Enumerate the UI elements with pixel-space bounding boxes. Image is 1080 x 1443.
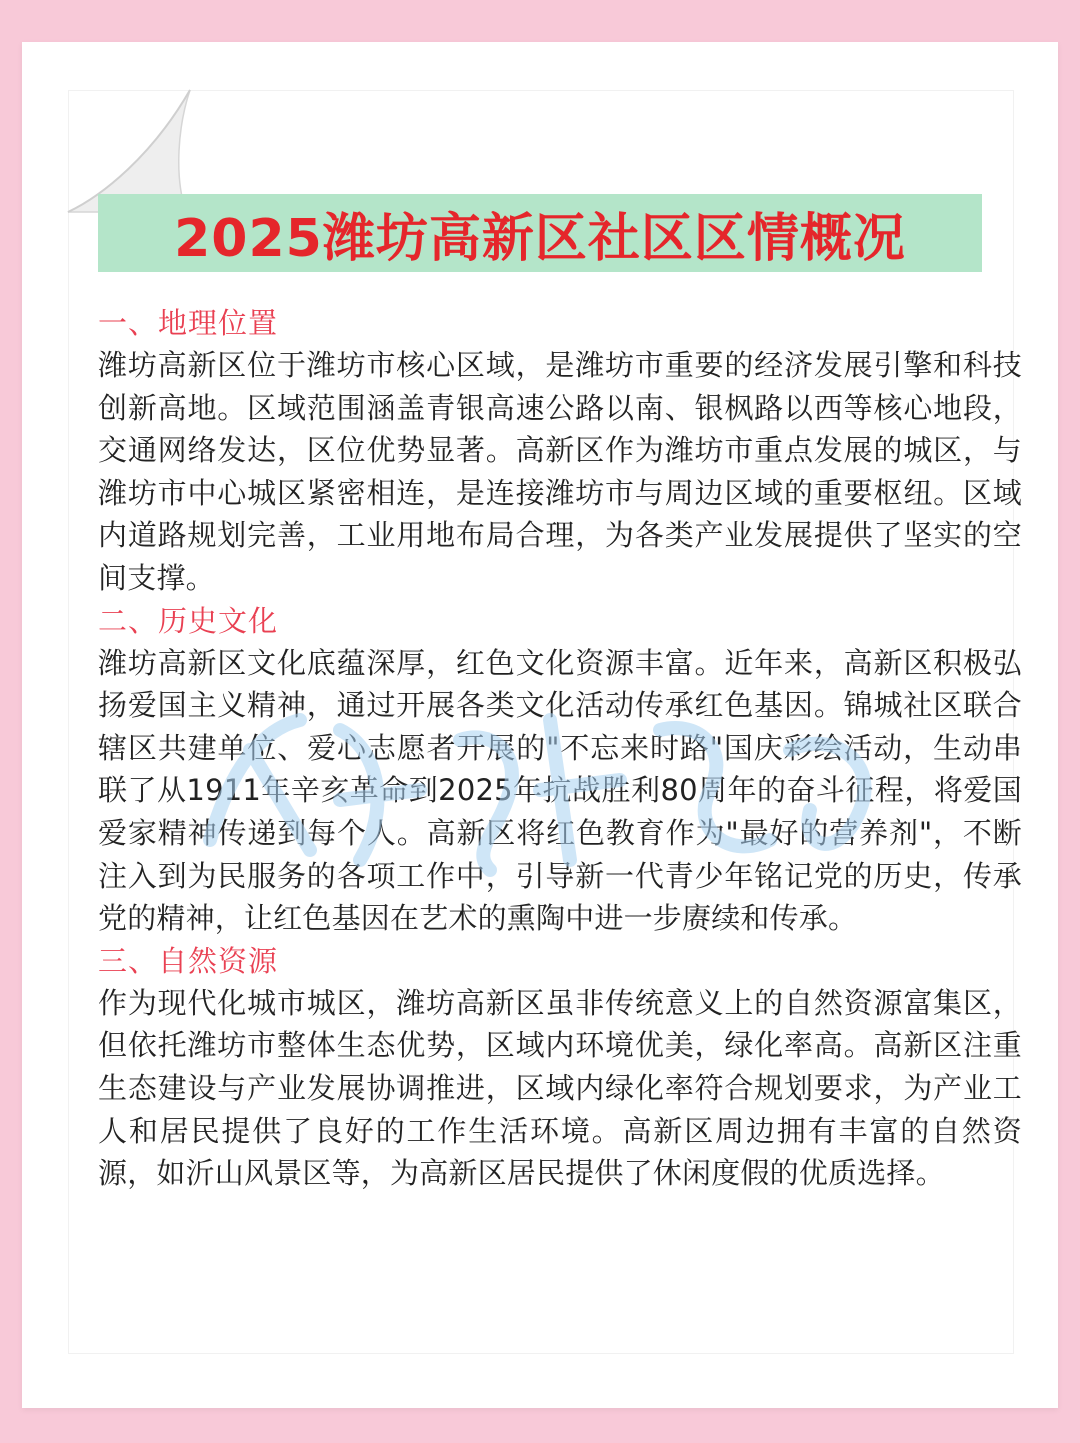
page-title: 2025潍坊高新区社区区情概况: [174, 208, 906, 269]
section-heading-history: 二、历史文化: [98, 603, 279, 638]
section-body-geography: 潍坊高新区位于潍坊市核心区域，是潍坊市重要的经济发展引擎和科技创新高地。区域范围涵盖青银高速公路以南、银枫路以西等核心地段，交通网络发达，区位优势显著。高新区作为潍坊市重点发展的城区，与潍坊市中心城区紧密相连，是连接潍坊市与周边区域的重要枢纽。区域内道路规划完善，工业用地布局合理，为各类产业发展提供了坚实的空间支撑。: [98, 348, 1022, 595]
section-heading-nature: 三、自然资源: [98, 943, 279, 978]
title-banner: [98, 194, 982, 272]
section-body-history: 潍坊高新区文化底蕴深厚，红色文化资源丰富。近年来，高新区积极弘扬爱国主义精神，通过开展各类文化活动传承红色基因。锦城社区联合辖区共建单位、爱心志愿者开展的"不忘来时路"国庆彩绘活动，生动串联了从1911年辛亥革命到2025年抗战胜利80周年的奋斗征程，将爱国爱家精神传递到每个人。高新区将红色教育作为"最好的营养剂"，不断注入到为民服务的各项工作中，引导新一代青少年铭记党的历史，传承党的精神，让红色基因在艺术的熏陶中进一步赓续和传承。: [98, 645, 1022, 936]
section-heading-geography: 一、地理位置: [98, 306, 279, 340]
section-body-nature: 作为现代化城市城区，潍坊高新区虽非传统意义上的自然资源富集区，但依托潍坊市整体生态优势，区域内环境优美，绿化率高。高新区注重生态建设与产业发展协调推进，区域内绿化率符合规划要求，为产业工人和居民提供了良好的工作生活环境。高新区周边拥有丰富的自然资源，如沂山风景区等，为高新区居民提供了休闲度假的优质选择。: [98, 985, 1022, 1191]
content-area: [98, 302, 1022, 1195]
